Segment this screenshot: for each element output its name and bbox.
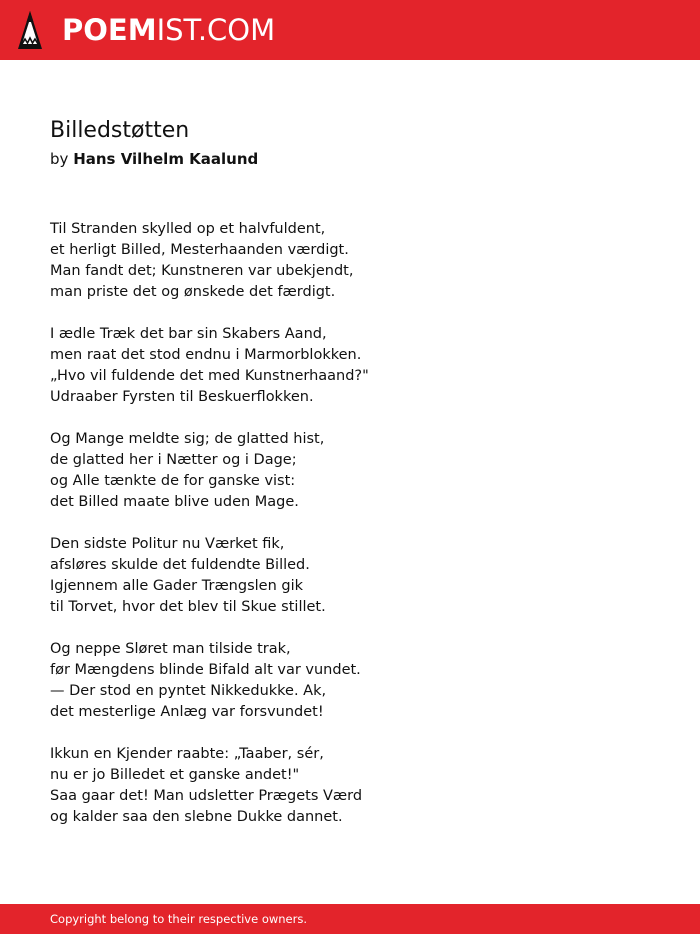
by-label: by bbox=[50, 150, 69, 168]
poem-line: før Mængdens blinde Bifald alt var vundet. bbox=[50, 662, 361, 678]
poem-byline bbox=[50, 149, 258, 169]
poem-line: Udraaber Fyrsten til Beskuerflokken. bbox=[50, 389, 314, 405]
copyright-notice: Copyright belong to their respective owners. bbox=[50, 912, 308, 926]
logo-text-light: IST.COM bbox=[156, 13, 276, 47]
stanza bbox=[50, 429, 650, 513]
poem-line: nu er jo Billedet et ganske andet!" bbox=[50, 767, 300, 783]
stanza bbox=[50, 219, 650, 303]
stanza bbox=[50, 534, 650, 618]
poem-line: Ikkun en Kjender raabte: „Taaber, sér, bbox=[50, 746, 324, 762]
logo-text-bold: POEM bbox=[62, 13, 157, 47]
poem-title: Billedstøtten bbox=[50, 118, 190, 143]
poem-line: Og Mange meldte sig; de glatted hist, bbox=[50, 431, 325, 447]
poem-line: det Billed maate blive uden Mage. bbox=[50, 494, 299, 510]
poem-line: Og neppe Sløret man tilside trak, bbox=[50, 641, 291, 657]
stanza bbox=[50, 744, 650, 828]
poem-line: I ædle Træk det bar sin Skabers Aand, bbox=[50, 326, 327, 342]
poem-line: Til Stranden skylled op et halvfuldent, bbox=[50, 221, 326, 237]
poem-body bbox=[50, 219, 650, 849]
poem-line: og Alle tænkte de for ganske vist: bbox=[50, 473, 296, 489]
poem-line: Saa gaar det! Man udsletter Prægets Værd bbox=[50, 788, 363, 804]
poem-line: de glatted her i Nætter og i Dage; bbox=[50, 452, 297, 468]
poem-line: til Torvet, hvor det blev til Skue stillet. bbox=[50, 599, 326, 615]
stanza bbox=[50, 324, 650, 408]
poem-line: Igjennem alle Gader Trængslen gik bbox=[50, 578, 304, 594]
poem-line: det mesterlige Anlæg var forsvundet! bbox=[50, 704, 324, 720]
stanza bbox=[50, 639, 650, 723]
poem-line: „Hvo vil fuldende det med Kunstnerhaand?" bbox=[50, 368, 369, 384]
site-header bbox=[0, 0, 700, 60]
poem-line: Den sidste Politur nu Værket fik, bbox=[50, 536, 285, 552]
poem-line: afsløres skulde det fuldendte Billed. bbox=[50, 557, 310, 573]
poem-line: men raat det stod endnu i Marmorblokken. bbox=[50, 347, 362, 363]
poem-line: Man fandt det; Kunstneren var ubekjendt, bbox=[50, 263, 354, 279]
pencil-tip-icon[interactable] bbox=[17, 10, 43, 52]
poem-author: Hans Vilhelm Kaalund bbox=[73, 150, 259, 168]
site-footer bbox=[0, 904, 700, 934]
poem-line: man priste det og ønskede det færdigt. bbox=[50, 284, 336, 300]
poem-line: og kalder saa den slebne Dukke dannet. bbox=[50, 809, 343, 825]
poem-line: — Der stod en pyntet Nikkedukke. Ak, bbox=[50, 683, 327, 699]
poem-line: et herligt Billed, Mesterhaanden værdigt. bbox=[50, 242, 349, 258]
site-logo[interactable] bbox=[62, 11, 275, 49]
